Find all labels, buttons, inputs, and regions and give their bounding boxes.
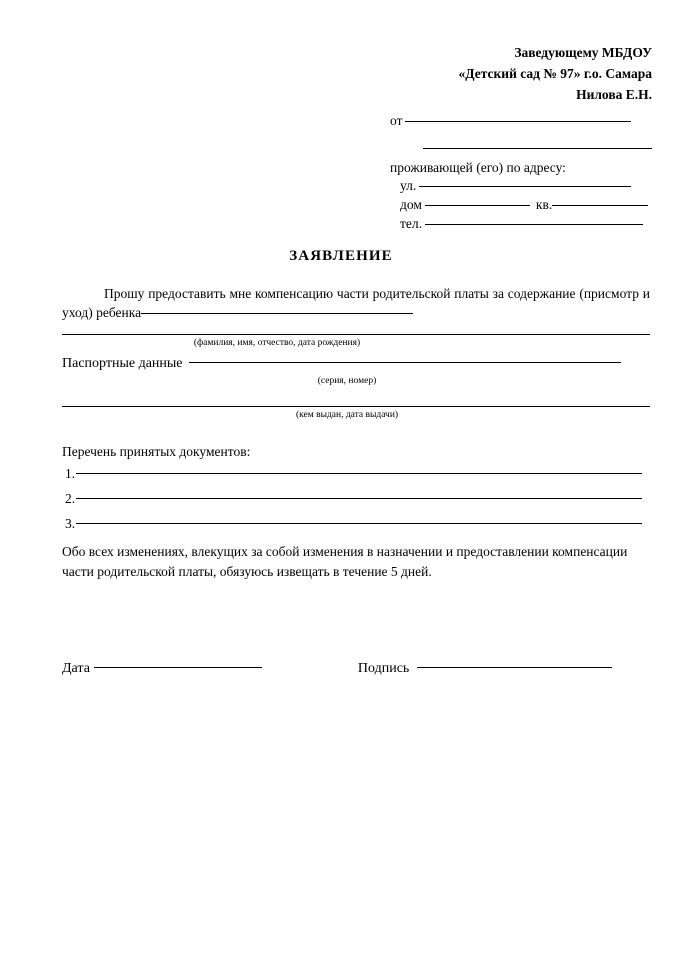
addressee-header xyxy=(390,42,652,233)
documents-list-title: Перечень принятых документов: xyxy=(62,444,251,459)
flat-input-line[interactable] xyxy=(552,205,648,206)
caption-series: (серия, номер) xyxy=(317,376,377,386)
documents-list-section xyxy=(62,443,650,536)
house-input-line[interactable] xyxy=(425,205,530,206)
passport-label: Паспортные данные xyxy=(62,356,183,371)
passport-issued-input-line[interactable] xyxy=(62,406,650,407)
signature-row xyxy=(62,660,650,678)
from-row xyxy=(390,112,652,129)
addressee-line-kindergarten: «Детский сад № 97» г.о. Самара xyxy=(458,66,652,81)
phone-label: тел. xyxy=(400,216,423,231)
page-title: ЗАЯВЛЕНИЕ xyxy=(289,248,393,264)
from-input-line-2[interactable] xyxy=(423,148,652,149)
signature-label: Подпись xyxy=(357,661,410,676)
list-item-number: 1. xyxy=(65,466,76,481)
street-label: ул. xyxy=(400,178,417,193)
document-input-line-3[interactable] xyxy=(76,523,642,524)
caption-fio: (фамилия, имя, отчество, дата рождения) xyxy=(193,338,361,348)
house-label: дом xyxy=(400,197,422,212)
from-label: от xyxy=(390,113,403,128)
flat-label: кв. xyxy=(535,197,553,212)
passport-series-input-line[interactable] xyxy=(189,362,621,363)
child-name-input-line[interactable] xyxy=(141,313,413,314)
residence-label: проживающей (его) по адресу: xyxy=(390,160,566,175)
passport-row xyxy=(62,354,650,373)
signature-section xyxy=(62,660,650,678)
from-input-line[interactable] xyxy=(405,121,631,122)
child-name-input-line-2[interactable] xyxy=(62,334,650,335)
document-input-line-1[interactable] xyxy=(76,473,642,474)
from-row-continued xyxy=(390,140,652,150)
request-text: Прошу предоставить мне компенсацию части родительской платы за содержание (присмотр и уход) ребенка xyxy=(62,286,650,320)
street-input-line[interactable] xyxy=(419,186,631,187)
notice-section xyxy=(62,542,654,582)
signature-input-line[interactable] xyxy=(417,667,612,668)
list-item-number: 2. xyxy=(65,491,76,506)
phone-input-line[interactable] xyxy=(425,224,643,225)
date-label: Дата xyxy=(62,661,90,676)
notice-paragraph: Обо всех изменениях, влекущих за собой изменения в назначении и предоставлении компенсации части родительской платы, обязуюсь извещать в течение 5 дней. xyxy=(62,544,628,579)
list-item xyxy=(62,486,650,511)
list-item xyxy=(62,511,650,536)
addressee-line-person-name: Нилова Е.Н. xyxy=(576,87,652,102)
document-input-line-2[interactable] xyxy=(76,498,642,499)
application-body xyxy=(62,284,650,422)
addressee-line-organization-head: Заведующему МБДОУ xyxy=(514,45,652,60)
request-paragraph xyxy=(62,284,650,322)
date-input-line[interactable] xyxy=(94,667,262,668)
list-item-number: 3. xyxy=(65,516,76,531)
list-item xyxy=(62,461,650,486)
street-row xyxy=(390,176,652,195)
house-flat-row xyxy=(390,195,652,214)
caption-issued: (кем выдан, дата выдачи) xyxy=(295,410,399,420)
phone-row xyxy=(390,214,652,233)
